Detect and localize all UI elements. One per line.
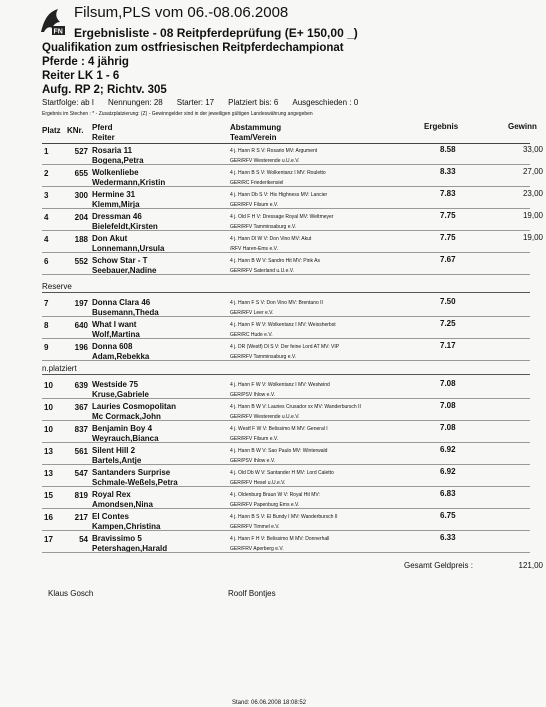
platz-cell: 10 (44, 425, 53, 434)
horse-name: Silent Hill 2 (92, 446, 136, 455)
club-text: GER/RC Friederikensiel (230, 180, 284, 186)
table-row (0, 422, 546, 444)
rider-name: Weyrauch,Bianca (92, 434, 159, 443)
row-divider (42, 230, 530, 231)
knr-cell: 547 (74, 469, 88, 478)
pedigree-text: 4 j. Westf F W V: Belissimo M MV: General I (230, 426, 328, 432)
club-text: /RFV Haren-Ems e.V. (230, 246, 278, 252)
platz-cell: 4 (44, 213, 49, 222)
total-prize-value: 121,00 (518, 561, 543, 570)
horse-name: Donna 608 (92, 342, 133, 351)
result-value: 7.25 (440, 319, 456, 328)
horse-name: Don Akut (92, 234, 128, 243)
col-reiter: Reiter (92, 133, 115, 142)
rider-name: Kampen,Christina (92, 522, 161, 531)
row-divider (42, 360, 530, 361)
result-value: 7.08 (440, 423, 456, 432)
platz-cell: 13 (44, 469, 53, 478)
timestamp-footer: Stand: 06.06.2008 18:08:52 (232, 700, 307, 706)
table-row (0, 466, 546, 488)
pedigree-text: 4 j. Oldenburg Braun W V: Royal Hit MV: (230, 492, 320, 498)
knr-cell: 196 (74, 343, 88, 352)
platz-cell: 10 (44, 381, 53, 390)
knr-cell: 204 (74, 213, 88, 222)
platz-cell: 4 (44, 235, 49, 244)
prize-value: 27,00 (522, 167, 543, 176)
rider-name: Bielefeldt,Kirsten (92, 222, 158, 231)
prize-value: 19,00 (522, 233, 543, 242)
table-row (0, 488, 546, 510)
pedigree-text: 4 j. Hann F S V: Don Vino MV: Brentano II (230, 300, 323, 306)
rider-name: Busemann,Theda (92, 308, 159, 317)
rider-name: Bogena,Petra (92, 156, 144, 165)
horse-name: Benjamin Boy 4 (92, 424, 153, 433)
pedigree-text: 4 j. Hann Db S V: His Highness MV: Lancier (230, 192, 328, 198)
pedigree-text: 4 j. Hann B S V: El Bundy I MV: Wanderbursch II (230, 514, 338, 520)
pedigree-text: 4 j. Hann F H V: Belissimo M MV: Donnerhall (230, 536, 330, 542)
result-value: 7.75 (440, 211, 456, 220)
platz-cell: 16 (44, 513, 53, 522)
pedigree-text: 4 j. Old Db W V: Santander H MV: Lord Caletto (230, 470, 334, 476)
row-divider (42, 420, 530, 421)
startfolge-text: Startfolge: ab I (42, 98, 95, 107)
club-text: GER/RFV Timmel e.V. (230, 524, 280, 530)
prize-value: 19,00 (522, 211, 543, 220)
horse-name: Westside 75 (92, 380, 139, 389)
total-prize-label: Gesamt Geldpreis : (404, 561, 473, 570)
platz-cell: 6 (44, 257, 49, 266)
result-value: 6.33 (440, 533, 456, 542)
col-platz: Platz (42, 126, 61, 135)
knr-cell: 552 (74, 257, 88, 266)
table-row (0, 188, 546, 210)
table-row (0, 510, 546, 532)
prize-value: 33,00 (522, 145, 543, 154)
signature-left: Klaus Gosch (48, 589, 94, 598)
club-text: GER/PSV Ihlow e.V. (230, 392, 276, 398)
result-value: 8.33 (440, 167, 456, 176)
result-value: 6.75 (440, 511, 456, 520)
result-value: 6.83 (440, 489, 456, 498)
result-value: 7.50 (440, 297, 456, 306)
table-row (0, 400, 546, 422)
platz-cell: 2 (44, 169, 49, 178)
col-verein: Team/Verein (230, 133, 277, 142)
row-divider (42, 552, 530, 553)
rider-name: Lonnemann,Ursula (92, 244, 165, 253)
rider-name: Kruse,Gabriele (92, 390, 149, 399)
club-text: GER/RFV Hesel u.U.e.V. (230, 480, 286, 486)
knr-cell: 639 (74, 381, 88, 390)
table-row (0, 340, 546, 362)
horse-name: Hermine 31 (92, 190, 136, 199)
pedigree-text: 4 j. Hann F W V: Wolkentanz I MV: Westwind (230, 382, 330, 388)
row-divider (42, 338, 530, 339)
prize-value: 23,00 (522, 189, 543, 198)
pedigree-text: 4 j. Hann B S V: Wolkentanz I MV: Rouletto (230, 170, 326, 176)
rider-name: Adam,Rebekka (92, 352, 150, 361)
row-divider (42, 508, 530, 509)
table-row (0, 444, 546, 466)
row-divider (42, 530, 530, 531)
competition-subtitle: Ergebnisliste - 08 Reitpferdeprüfung (E+ 150,00 _) (74, 26, 358, 40)
knr-cell: 217 (74, 513, 88, 522)
aufgabe-heading: Aufg. RP 2; Richtv. 305 (42, 84, 167, 96)
knr-cell: 197 (74, 299, 88, 308)
club-text: GER/RFV Tamminsaburg e.V. (230, 354, 297, 360)
row-divider (42, 442, 530, 443)
col-ergebnis: Ergebnis (424, 122, 459, 131)
knr-cell: 300 (74, 191, 88, 200)
row-divider (42, 316, 530, 317)
knr-cell: 367 (74, 403, 88, 412)
col-gewinn: Gewinn (508, 122, 537, 131)
club-text: GER/RFV Leer e.V. (230, 310, 274, 316)
table-row (0, 532, 546, 554)
rider-name: Klemm,Mirja (92, 200, 140, 209)
knr-cell: 819 (74, 491, 88, 500)
info-row (42, 98, 358, 107)
qualification-heading: Qualifikation zum ostfriesischen Reitpferdechampionat (42, 42, 344, 54)
knr-cell: 188 (74, 235, 88, 244)
club-text: GER/PSV Ihlow e.V. (230, 458, 276, 464)
col-abstammung: Abstammung (230, 123, 282, 132)
signature-right: Roolf Bontjes (228, 589, 276, 598)
knr-cell: 527 (74, 147, 88, 156)
horse-name: Lauries Cosmopolitan (92, 402, 177, 411)
nplatziert-label: n.platziert (42, 364, 77, 373)
club-text: GER/RC Hude e.V. (230, 332, 273, 338)
pedigree-text: 4 j. Old F H V: Dressage Royal MV: Weltmeyer (230, 214, 334, 220)
pedigree-text: 4 j. Hann F W V: Wolkentanz I MV: Weissherbst (230, 322, 336, 328)
col-knr: KNr. (67, 126, 84, 135)
row-divider (42, 186, 530, 187)
pedigree-text: 4 j. Hann B W V: Sao Paulo MV: Winterwald (230, 448, 328, 454)
row-divider (42, 464, 530, 465)
rider-name: Petershagen,Harald (92, 544, 168, 553)
horse-name: Dressman 46 (92, 212, 142, 221)
result-value: 7.08 (440, 379, 456, 388)
club-text: GER/RFV Tamminsaburg e.V. (230, 224, 297, 230)
club-text: GER/RFV Westerende u.U.e.V. (230, 158, 300, 164)
table-row (0, 210, 546, 232)
platziert-text: Platziert bis: 6 (228, 98, 279, 107)
club-text: GER/RFV Papenburg Ems e.V. (230, 502, 300, 508)
row-divider (42, 164, 530, 165)
horse-name: Royal Rex (92, 490, 131, 499)
table-row (0, 296, 546, 318)
platz-cell: 13 (44, 447, 53, 456)
horse-name: Bravissimo 5 (92, 534, 142, 543)
knr-cell: 54 (79, 535, 88, 544)
knr-cell: 655 (74, 169, 88, 178)
result-value: 8.58 (440, 145, 456, 154)
platz-cell: 7 (44, 299, 49, 308)
rider-name: Schmale-Weßels,Petra (92, 478, 178, 487)
ausgeschieden-text: Ausgeschieden : 0 (292, 98, 359, 107)
rider-name: Mc Cormack,John (92, 412, 161, 421)
rider-name: Wolf,Martina (92, 330, 140, 339)
svg-text:FN: FN (53, 28, 63, 36)
table-row (0, 144, 546, 166)
horse-name: Schow Star - T (92, 256, 148, 265)
result-note: Ergebnis im Stechen : * - Zusatzplatzierung: (Z) - Gewinngelder sind in der jeweiligen gültigen Landeswährung angegeben (42, 111, 313, 117)
horse-name: What I want (92, 320, 137, 329)
club-text: GER/RFV Filsum e.V. (230, 436, 279, 442)
fn-logo-icon (38, 6, 66, 36)
pedigree-text: 4 j. DR (Westf) Dl S V: Der feine Lord AT MV: VIP (230, 344, 340, 350)
table-row (0, 232, 546, 254)
table-row (0, 378, 546, 400)
rider-name: Wedermann,Kristin (92, 178, 166, 187)
platz-cell: 15 (44, 491, 53, 500)
horse-name: Santanders Surprise (92, 468, 171, 477)
knr-cell: 640 (74, 321, 88, 330)
club-text: GER/RFV Westerende u.U.e.V. (230, 414, 300, 420)
row-divider (42, 486, 530, 487)
result-value: 7.08 (440, 401, 456, 410)
rider-name: Bartels,Antje (92, 456, 142, 465)
result-value: 7.75 (440, 233, 456, 242)
pedigree-text: 4 j. Hann Dl W V: Don Vino MV: Akut (230, 236, 312, 242)
reiter-heading: Reiter LK 1 - 6 (42, 70, 120, 82)
result-value: 7.17 (440, 341, 456, 350)
platz-cell: 10 (44, 403, 53, 412)
club-text: GER/RFV Filsum e.V. (230, 202, 279, 208)
table-row (0, 318, 546, 340)
pferde-heading: Pferde : 4 jährig (42, 56, 129, 68)
nennungen-text: Nennungen: 28 (108, 98, 163, 107)
platz-cell: 8 (44, 321, 49, 330)
club-text: GER/FRV Aperberg e.V. (230, 546, 284, 552)
platz-cell: 3 (44, 191, 49, 200)
row-divider (42, 398, 530, 399)
horse-name: Rosaria 11 (92, 146, 133, 155)
pedigree-text: 4 j. Hann B W V: Sandro Hit MV: Pink As (230, 258, 320, 264)
reserve-divider (42, 292, 530, 293)
row-divider (42, 252, 530, 253)
club-text: GER/RFV Saterland u.U.e.V. (230, 268, 295, 274)
knr-cell: 561 (74, 447, 88, 456)
result-value: 6.92 (440, 445, 456, 454)
page-title: Filsum,PLS vom 06.-08.06.2008 (74, 4, 289, 21)
col-pferd: Pferd (92, 123, 113, 132)
platz-cell: 9 (44, 343, 49, 352)
result-value: 6.92 (440, 467, 456, 476)
nplatziert-divider (42, 374, 530, 375)
horse-name: El Contes (92, 512, 129, 521)
table-row (0, 166, 546, 188)
row-divider (42, 274, 530, 275)
starter-text: Starter: 17 (176, 98, 215, 107)
horse-name: Wolkenliebe (92, 168, 139, 177)
horse-name: Donna Clara 46 (92, 298, 151, 307)
row-divider (42, 208, 530, 209)
platz-cell: 17 (44, 535, 53, 544)
result-value: 7.67 (440, 255, 456, 264)
pedigree-text: 4 j. Hann B W V: Lauries Crusador xx MV: Wanderbursch II (230, 404, 361, 410)
reserve-label: Reserve (42, 282, 72, 291)
rider-name: Amondsen,Nina (92, 500, 153, 509)
platz-cell: 1 (44, 147, 49, 156)
table-row (0, 254, 546, 276)
pedigree-text: 4 j. Hann R S V: Rosario MV: Argument (230, 148, 318, 154)
rider-name: Seebauer,Nadine (92, 266, 157, 275)
result-value: 7.83 (440, 189, 456, 198)
knr-cell: 837 (74, 425, 88, 434)
